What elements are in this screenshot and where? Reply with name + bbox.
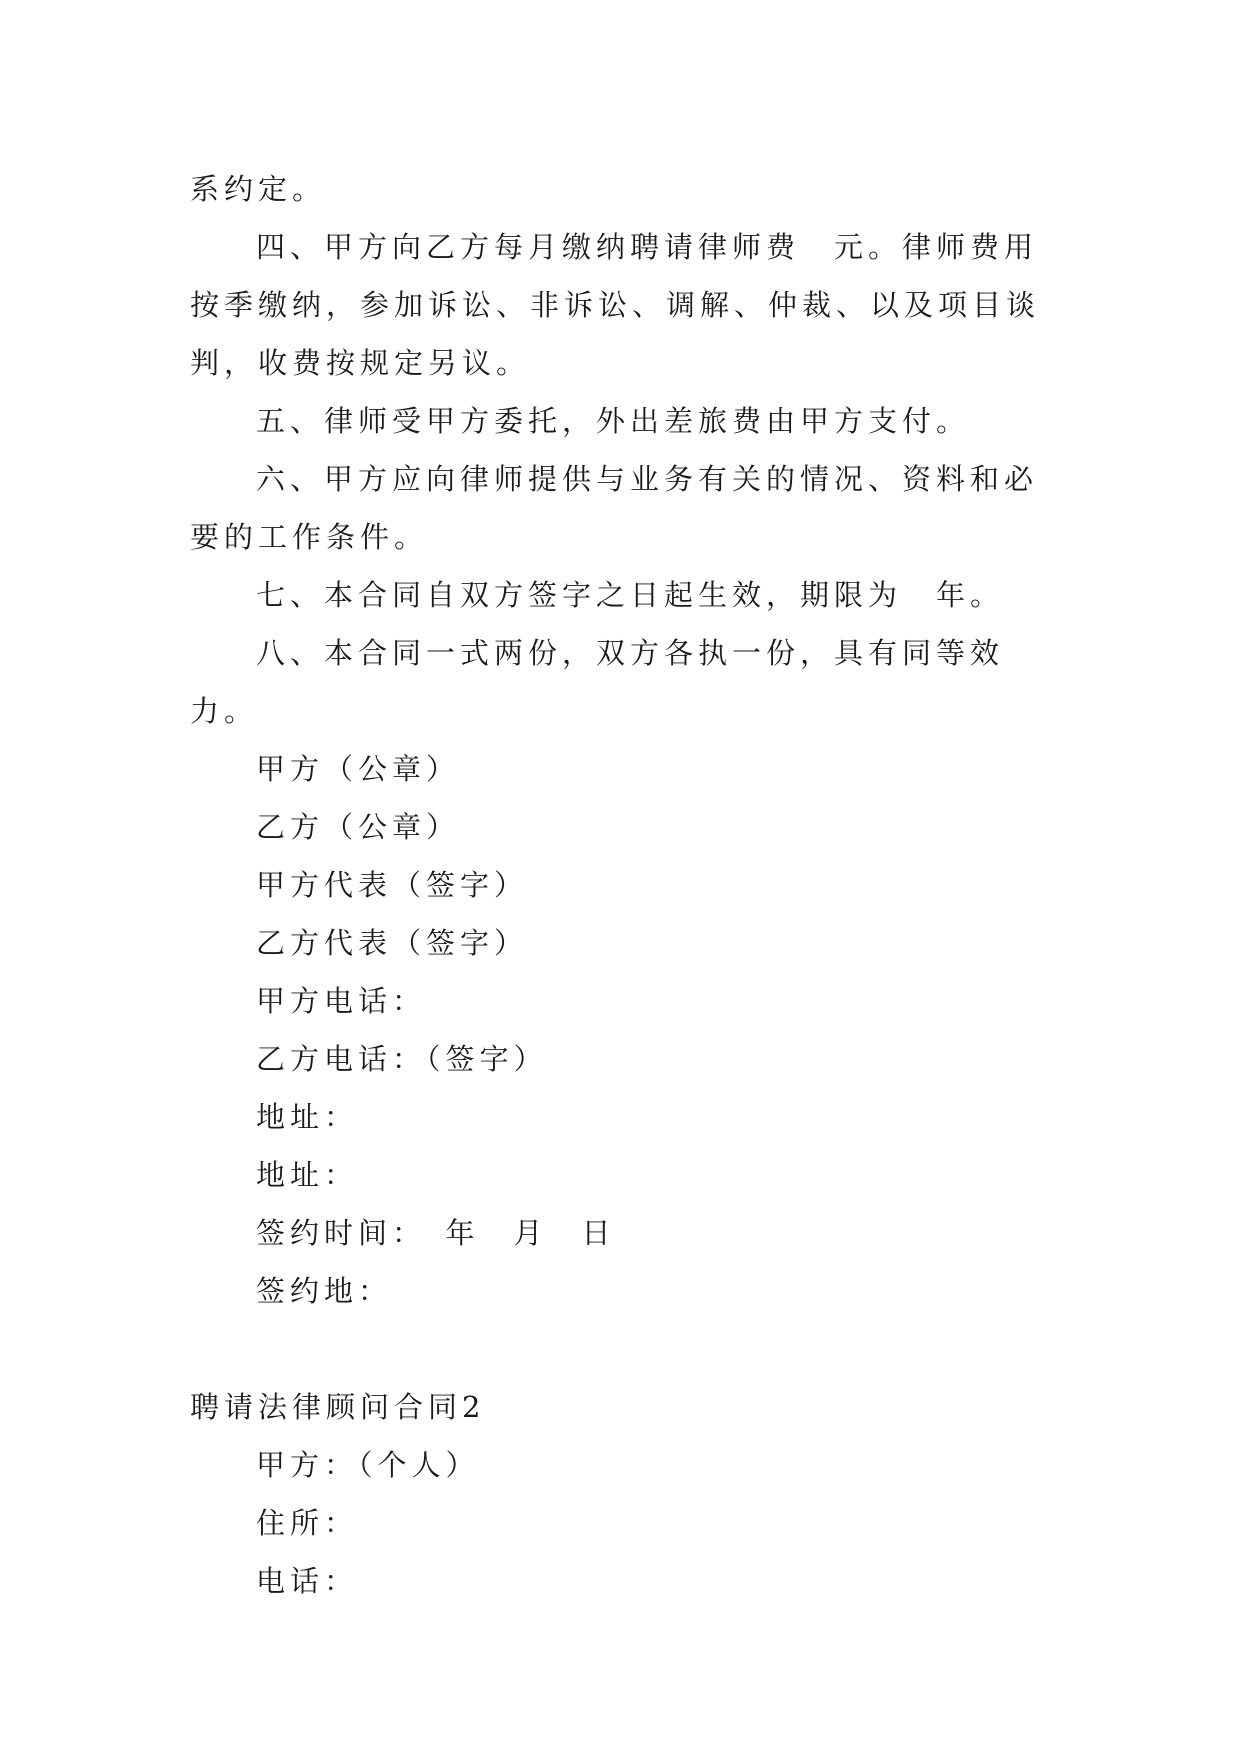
party-b-representative-line: 乙方代表（签字） bbox=[256, 926, 529, 960]
clause-continuation: 系约定。 bbox=[190, 172, 327, 206]
document-body bbox=[190, 160, 1070, 1610]
clause-7: 七、本合同自双方签字之日起生效，期限为 年。 bbox=[256, 578, 1005, 612]
section-2-title: 聘请法律顾问合同2 bbox=[190, 1390, 486, 1424]
clause-6: 六、甲方应向律师提供与业务有关的情况、资料和必要的工作条件。 bbox=[190, 462, 1039, 554]
party-a-seal-line: 甲方（公章） bbox=[256, 752, 461, 786]
party-b-seal-line: 乙方（公章） bbox=[256, 810, 461, 844]
section-2-phone-line: 电话： bbox=[256, 1564, 359, 1598]
section-2-party-a-line: 甲方：（个人） bbox=[256, 1448, 480, 1482]
address-line-a: 地址： bbox=[256, 1100, 359, 1134]
address-line-b: 地址： bbox=[256, 1158, 359, 1192]
clause-8: 八、本合同一式两份，双方各执一份，具有同等效力。 bbox=[190, 636, 1005, 728]
clause-4: 四、甲方向乙方每月缴纳聘请律师费 元。律师费用按季缴纳，参加诉讼、非诉讼、调解、仲裁、以及项目谈判，收费按规定另议。 bbox=[190, 230, 1041, 380]
party-a-representative-line: 甲方代表（签字） bbox=[256, 868, 529, 902]
section-2-residence-line: 住所： bbox=[256, 1506, 359, 1540]
clause-5: 五、律师受甲方委托，外出差旅费由甲方支付。 bbox=[256, 404, 971, 438]
signing-date-line: 签约时间： 年 月 日 bbox=[256, 1216, 616, 1250]
signing-place-line: 签约地： bbox=[256, 1274, 393, 1308]
party-a-phone-line: 甲方电话： bbox=[256, 984, 427, 1018]
section-spacer bbox=[190, 1320, 1070, 1378]
party-b-phone-line: 乙方电话：（签字） bbox=[256, 1042, 548, 1076]
